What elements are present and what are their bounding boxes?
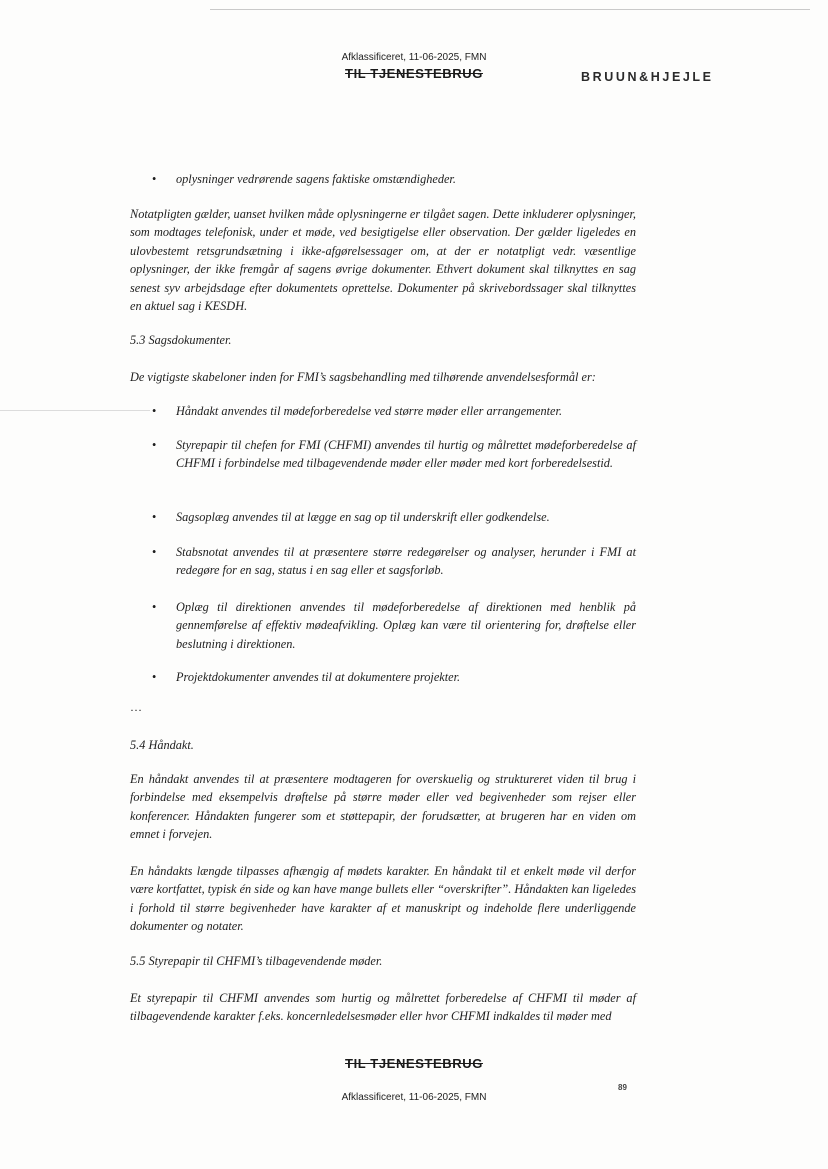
bullet-dot: •	[152, 172, 157, 186]
brand-logo: BRUUN&HJEJLE	[581, 70, 714, 84]
ellipsis: …	[130, 700, 142, 714]
bullet-dot: •	[152, 545, 157, 559]
template-list-item	[130, 508, 636, 526]
paragraph-skabeloner: De vigtigste skabeloner inden for FMI’s sagsbehandling med tilhørende anvendelsesformål er:	[130, 370, 596, 384]
list-item-text: Projektdokumenter anvendes til at dokumentere projekter.	[176, 670, 461, 684]
list-item-text: oplysninger vedrørende sagens faktiske omstændigheder.	[176, 172, 456, 186]
section-heading-5-3: 5.3 Sagsdokumenter.	[130, 333, 232, 347]
classification-marking-bottom: TIL TJENESTEBRUG	[345, 1056, 483, 1071]
list-item-text: Styrepapir til chefen for FMI (CHFMI) anvendes til hurtig og målrettet mødeforberedelse af CHFMI i forbindelse med tilbagevendende møder eller møder med kort forberedelsestid.	[176, 438, 636, 471]
scan-artifact-rule	[0, 410, 150, 411]
paragraph-haandakt-1: En håndakt anvendes til at præsentere modtageren for overskuelig og struktureret viden til brug i forbindelse med eksempelvis drøftelse på større møder eller ved begivenheder som rejser eller konferencer. Håndakten fungerer som et støttepapir, der forudsætter, at brugeren har en viden om emnet i forvejen.	[130, 772, 636, 842]
list-item-text: Håndakt anvendes til mødeforberedelse ved større møder eller arrangementer.	[176, 404, 563, 418]
list-item-text: Sagsoplæg anvendes til at lægge en sag op til underskrift eller godkendelse.	[176, 510, 550, 524]
template-list-item	[130, 598, 636, 653]
bullet-dot: •	[152, 600, 157, 614]
paragraph-styrepapir: Et styrepapir til CHFMI anvendes som hurtig og målrettet forberedelse af CHFMI til møder af tilbagevendende karakter f.eks. koncernledelsesmøder eller hvor CHFMI indkaldes til møder med	[130, 991, 636, 1024]
list-item	[130, 170, 636, 188]
bullet-dot: •	[152, 438, 157, 452]
list-item-text: Oplæg til direktionen anvendes til mødeforberedelse af direktionen med henblik på gennemførelse af effektiv mødeafvikling. Oplæg kan være til orientering for, drøftelse eller beslutning i direktionen.	[176, 600, 636, 651]
list-item-text: Stabsnotat anvendes til at præsentere større redegørelser og analyser, herunder i FMI at redegøre for en sag, status i en sag eller et sagsforløb.	[176, 545, 636, 578]
template-list-item	[130, 668, 636, 686]
paragraph-notatpligt: Notatpligten gælder, uanset hvilken måde oplysningerne er tilgået sagen. Dette inkluderer oplysninger, som modtages telefonisk, under et møde, ved besigtigelse eller observation. Der gælder ligeledes en ulovbestemt retsgrundsætning i ikke-afgørelsessager om, at der er notatpligt vedr. væsentlige oplysninger, der ikke fremgår af sagens øvrige dokumenter. Ethvert dokument skal tilknyttes en sag senest syv arbejdsdage efter dokumentets oprettelse. Dokumenter på skrivebordssager skal tilknyttes en aktuel sag i KESDH.	[130, 207, 636, 314]
classification-marking-top: TIL TJENESTEBRUG	[345, 66, 483, 81]
section-heading-5-4: 5.4 Håndakt.	[130, 738, 194, 752]
paragraph-haandakt-2: En håndakts længde tilpasses afhængig af mødets karakter. En håndakt til et enkelt møde vil derfor være kortfattet, typisk én side og kan have mange bullets eller “overskrifter”. Håndakten kan ligeledes i forhold til større begivenheder have karakter af et manuskript og indeholde flere underliggende dokumenter og notater.	[130, 864, 636, 934]
bullet-dot: •	[152, 670, 157, 684]
template-list-item	[130, 436, 636, 473]
template-list-item	[130, 543, 636, 580]
declassified-stamp-top: Afklassificeret, 11-06-2025, FMN	[341, 52, 487, 63]
section-heading-5-5: 5.5 Styrepapir til CHFMI’s tilbagevendende møder.	[130, 954, 383, 968]
declassified-stamp-bottom: Afklassificeret, 11-06-2025, FMN	[341, 1092, 487, 1103]
page-number: 89	[618, 1083, 627, 1092]
bullet-dot: •	[152, 404, 157, 418]
template-list-item	[130, 402, 636, 420]
bullet-dot: •	[152, 510, 157, 524]
scan-top-rule	[210, 9, 810, 10]
